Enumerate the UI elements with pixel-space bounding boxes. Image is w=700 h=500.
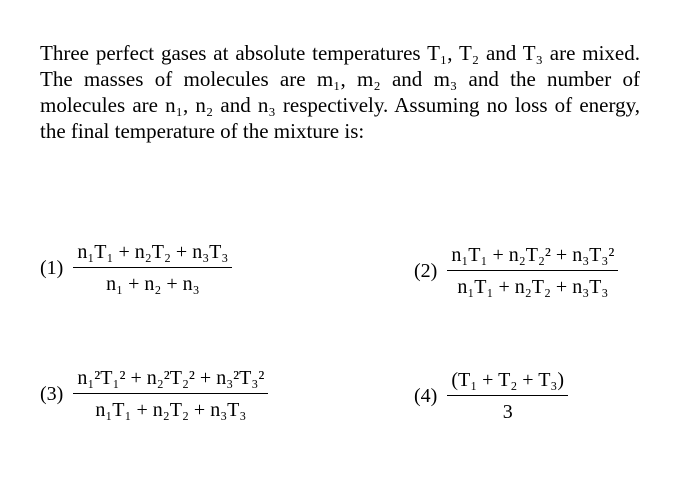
option-3-label: (3)	[40, 382, 64, 405]
option-2-label: (2)	[414, 259, 438, 282]
option-2-numerator: n₁T₁ + n₂T₂² + n₃T₃²	[447, 243, 618, 271]
question-text: Three perfect gases at absolute temperatures T₁, T₂ and T₃ are mixed. The masses of molecules are m₁, m₂ and m₃ and the number of molecules are n₁, n₂ and n₃ respectively. Assuming no loss of energy, the final temperature of the mixture is:	[40, 41, 640, 143]
option-2[interactable]	[414, 243, 618, 299]
option-1-fraction	[73, 240, 232, 296]
option-1[interactable]	[40, 240, 232, 296]
option-2-denominator: n₁T₁ + n₂T₂ + n₃T₃	[457, 276, 609, 298]
option-3-denominator: n₁T₁ + n₂T₂ + n₃T₃	[95, 399, 247, 421]
option-4-denominator: 3	[502, 401, 513, 423]
option-2-fraction	[447, 243, 618, 299]
option-3-numerator: n₁²T₁² + n₂²T₂² + n₃²T₃²	[73, 366, 268, 394]
option-4-numerator: (T₁ + T₂ + T₃)	[447, 368, 568, 396]
option-4-fraction	[447, 368, 568, 424]
option-4-label: (4)	[414, 384, 438, 407]
option-1-label: (1)	[40, 256, 64, 279]
option-1-denominator: n₁ + n₂ + n₃	[106, 273, 200, 295]
option-3-fraction	[73, 366, 268, 422]
option-4[interactable]	[414, 368, 568, 424]
option-1-numerator: n₁T₁ + n₂T₂ + n₃T₃	[73, 240, 232, 268]
option-3[interactable]	[40, 366, 268, 422]
